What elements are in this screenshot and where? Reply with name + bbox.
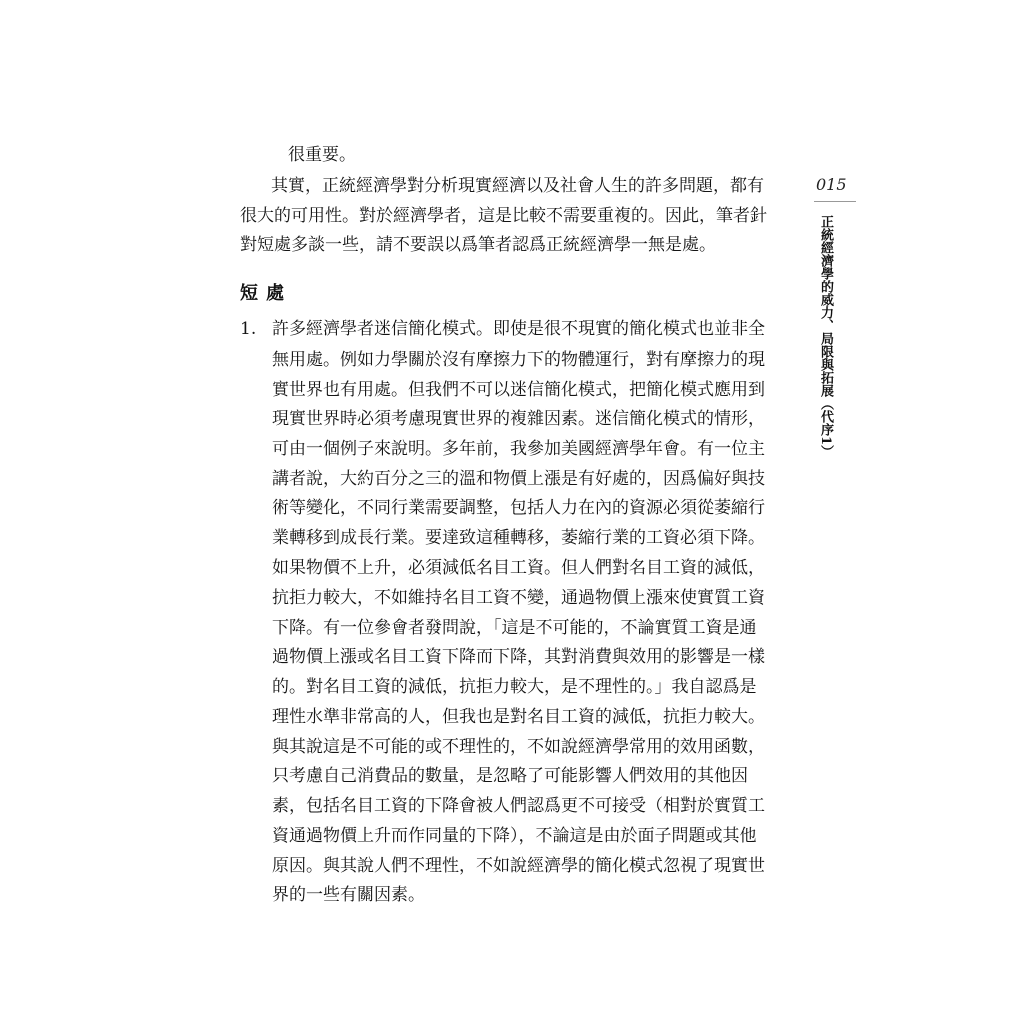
list-item-line: 的。對名目工資的減低，抗拒力較大，是不理性的。」我自認爲是 [272,677,757,697]
list-item-line: 素，包括名目工資的下降會被人們認爲更不可接受（相對於實質工 [272,796,765,816]
list-item-line: 術等變化，不同行業需要調整，包括人力在內的資源必須從萎縮行 [272,498,765,518]
list-item-line: 實世界也有用處。但我們不可以迷信簡化模式，把簡化模式應用到 [272,380,765,400]
list-item-line: 原因。與其說人們不理性，不如說經濟學的簡化模式忽視了現實世 [272,856,765,876]
list-item-line: 資通過物價上升而作同量的下降），不論這是由於面子問題或其他 [272,826,757,846]
list-item-line: 如果物價不上升，必須減低名目工資。但人們對名目工資的減低， [272,558,765,578]
list-item-line: 過物價上漲或名目工資下降而下降，其對消費與效用的影響是一樣 [272,647,765,667]
list-item-line: 下降。有一位參會者發問說，「這是不可能的，不論實質工資是通 [272,618,757,638]
intro-line: 很大的可用性。對於經濟學者，這是比較不需要重複的。因此，筆者針 [240,206,767,226]
page-number: 015 [816,175,847,194]
intro-line: 很重要。 [288,145,356,165]
list-item-line: 業轉移到成長行業。要達致這種轉移，萎縮行業的工資必須下降。 [272,528,765,548]
list-item-line: 理性水準非常高的人，但我也是對名目工資的減低，抗拒力較大。 [272,707,765,727]
intro-line: 其實，正統經濟學對分析現實經濟以及社會人生的許多問題，都有 [271,176,764,196]
list-item-line: 可由一個例子來說明。多年前，我參加美國經濟學年會。有一位主 [272,439,765,459]
list-item-line: 講者說，大約百分之三的溫和物價上漲是有好處的，因爲偏好與技 [272,469,765,489]
list-item-line: 抗拒力較大，不如維持名目工資不變，通過物價上漲來使實質工資 [272,588,765,608]
list-item-line: 與其說這是不可能的或不理性的，不如說經濟學常用的效用函數， [272,737,765,757]
list-item-line: 許多經濟學者迷信簡化模式。即使是很不現實的簡化模式也並非全 [272,319,765,339]
list-item-line: 無用處。例如力學關於沒有摩擦力下的物體運行，對有摩擦力的現 [272,350,765,370]
section-heading: 短處 [240,283,292,304]
list-item-line: 只考慮自己消費品的數量，是忽略了可能影響人們效用的其他因 [272,766,748,786]
list-item-number: 1. [240,319,257,339]
list-item-line: 界的一些有關因素。 [272,885,425,905]
list-item-line: 現實世界時必須考慮現實世界的複雜因素。迷信簡化模式的情形， [272,409,765,429]
intro-line: 對短處多談一些，請不要誤以爲筆者認爲正統經濟學一無是處。 [240,235,716,255]
running-title: 正統經濟學的威力、局限與拓展（代序1） [818,215,833,459]
header-rule [814,201,856,202]
